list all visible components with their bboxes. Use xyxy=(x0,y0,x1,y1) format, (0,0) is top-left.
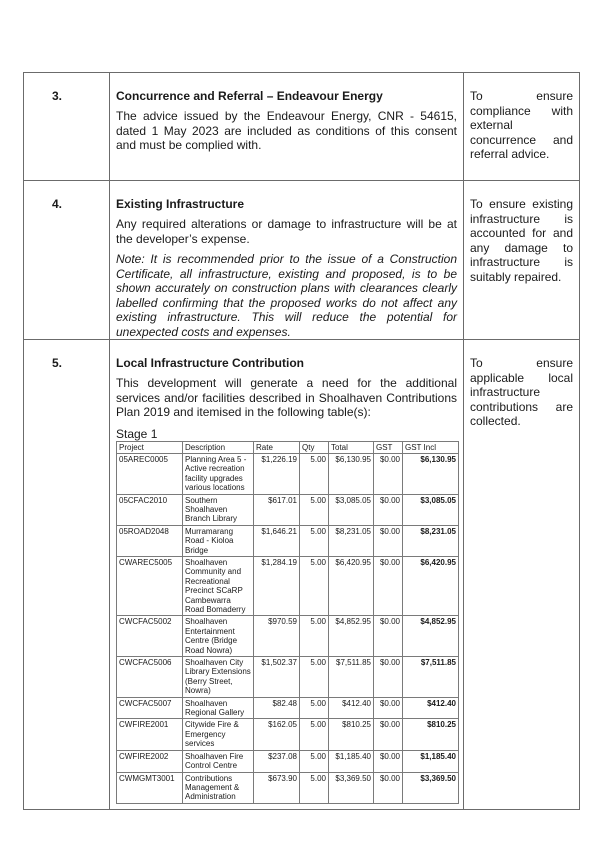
gst-incl-value: $4,852.95 xyxy=(403,616,459,657)
condition-reason: To ensure compliance with external concurrence and referral advice. xyxy=(470,89,573,161)
project-code: CWCFAC5006 xyxy=(117,657,183,698)
gst-incl-value: $8,231.05 xyxy=(403,525,459,556)
condition-reason-cell xyxy=(464,73,580,181)
project-code: CWCFAC5007 xyxy=(117,697,183,719)
total-value: $1,185.40 xyxy=(329,750,374,772)
rate-value: $237.08 xyxy=(254,750,300,772)
project-code: CWFIRE2002 xyxy=(117,750,183,772)
total-value: $6,420.95 xyxy=(329,556,374,615)
rate-value: $617.01 xyxy=(254,494,300,525)
gst-value: $0.00 xyxy=(374,719,403,750)
rate-value: $970.59 xyxy=(254,616,300,657)
table-row xyxy=(117,494,459,525)
project-code: 05ROAD2048 xyxy=(117,525,183,556)
header-rate: Rate xyxy=(254,441,300,453)
project-description: Shoalhaven Fire Control Centre xyxy=(183,750,254,772)
project-description: Murramarang Road - Kioloa Bridge xyxy=(183,525,254,556)
condition-paragraph: Any required alterations or damage to infrastructure will be at the developer’s expense. xyxy=(116,217,457,246)
contributions-table xyxy=(116,441,459,804)
project-description: Shoalhaven City Library Extensions (Berry Street, Nowra) xyxy=(183,657,254,698)
gst-value: $0.00 xyxy=(374,453,403,494)
table-row xyxy=(117,556,459,615)
qty-value: 5.00 xyxy=(300,494,329,525)
total-value: $3,369.50 xyxy=(329,772,374,803)
condition-number: 5. xyxy=(52,356,63,370)
condition-number-cell xyxy=(24,73,110,181)
table-row xyxy=(117,772,459,803)
condition-heading: Concurrence and Referral – Endeavour Energy xyxy=(116,89,383,103)
total-value: $8,231.05 xyxy=(329,525,374,556)
project-description: Southern Shoalhaven Branch Library xyxy=(183,494,254,525)
gst-value: $0.00 xyxy=(374,657,403,698)
condition-body-cell xyxy=(110,181,464,340)
condition-reason-cell xyxy=(464,181,580,340)
project-description: Shoalhaven Regional Gallery xyxy=(183,697,254,719)
header-project: Project xyxy=(117,441,183,453)
rate-value: $1,646.21 xyxy=(254,525,300,556)
stage-label: Stage 1 xyxy=(116,426,158,441)
condition-body-cell xyxy=(110,73,464,181)
gst-value: $0.00 xyxy=(374,494,403,525)
gst-incl-value: $3,085.05 xyxy=(403,494,459,525)
header-gst-incl: GST Incl xyxy=(403,441,459,453)
total-value: $6,130.95 xyxy=(329,453,374,494)
qty-value: 5.00 xyxy=(300,556,329,615)
gst-incl-value: $6,130.95 xyxy=(403,453,459,494)
condition-number: 3. xyxy=(52,89,63,103)
contributions-body xyxy=(117,453,459,803)
qty-value: 5.00 xyxy=(300,657,329,698)
project-description: Citywide Fire & Emergency services xyxy=(183,719,254,750)
qty-value: 5.00 xyxy=(300,616,329,657)
table-row xyxy=(117,697,459,719)
total-value: $810.25 xyxy=(329,719,374,750)
total-value: $412.40 xyxy=(329,697,374,719)
project-code: 05CFAC2010 xyxy=(117,494,183,525)
gst-value: $0.00 xyxy=(374,616,403,657)
total-value: $3,085.05 xyxy=(329,494,374,525)
gst-value: $0.00 xyxy=(374,697,403,719)
condition-note: Note: It is recommended prior to the issue of a Construction Certificate, all infrastructure, existing and proposed, is to be shown accurately on construction plans with clearances clearly labelled confirming that the proposed works do not affect any existing infrastructure. This will reduce the potential for unexpected costs and expenses. xyxy=(116,252,457,339)
gst-value: $0.00 xyxy=(374,556,403,615)
project-code: CWCFAC5002 xyxy=(117,616,183,657)
rate-value: $1,502.37 xyxy=(254,657,300,698)
condition-row xyxy=(24,181,580,340)
project-description: Planning Area 5 - Active recreation facility upgrades various locations xyxy=(183,453,254,494)
total-value: $7,511.85 xyxy=(329,657,374,698)
project-code: 05AREC0005 xyxy=(117,453,183,494)
gst-value: $0.00 xyxy=(374,772,403,803)
qty-value: 5.00 xyxy=(300,772,329,803)
condition-row xyxy=(24,73,580,181)
gst-incl-value: $810.25 xyxy=(403,719,459,750)
table-row xyxy=(117,525,459,556)
table-row xyxy=(117,657,459,698)
gst-incl-value: $3,369.50 xyxy=(403,772,459,803)
conditions-table xyxy=(23,72,580,810)
header-description: Description xyxy=(183,441,254,453)
contributions-header-row xyxy=(117,441,459,453)
rate-value: $1,284.19 xyxy=(254,556,300,615)
table-row xyxy=(117,750,459,772)
table-row xyxy=(117,616,459,657)
project-description: Shoalhaven Entertainment Centre (Bridge Road Nowra) xyxy=(183,616,254,657)
gst-incl-value: $7,511.85 xyxy=(403,657,459,698)
condition-reason: To ensure existing infrastructure is accounted for and any damage to infrastructure is suitably repaired. xyxy=(470,197,573,284)
header-gst: GST xyxy=(374,441,403,453)
qty-value: 5.00 xyxy=(300,697,329,719)
condition-number-cell xyxy=(24,340,110,810)
project-code: CWAREC5005 xyxy=(117,556,183,615)
total-value: $4,852.95 xyxy=(329,616,374,657)
condition-number-cell xyxy=(24,181,110,340)
gst-incl-value: $412.40 xyxy=(403,697,459,719)
qty-value: 5.00 xyxy=(300,719,329,750)
condition-row xyxy=(24,340,580,810)
qty-value: 5.00 xyxy=(300,525,329,556)
condition-reason: To ensure applicable local infrastructure contributions are collected. xyxy=(470,356,573,428)
condition-heading: Local Infrastructure Contribution xyxy=(116,356,305,370)
rate-value: $673.90 xyxy=(254,772,300,803)
header-qty: Qty xyxy=(300,441,329,453)
condition-reason-cell xyxy=(464,340,580,810)
gst-incl-value: $1,185.40 xyxy=(403,750,459,772)
project-code: CWMGMT3001 xyxy=(117,772,183,803)
gst-value: $0.00 xyxy=(374,525,403,556)
condition-paragraph: This development will generate a need for the additional services and/or facilities described in Shoalhaven Contributions Plan 2019 and itemised in the following table(s): xyxy=(116,376,457,419)
rate-value: $162.05 xyxy=(254,719,300,750)
project-code: CWFIRE2001 xyxy=(117,719,183,750)
rate-value: $1,226.19 xyxy=(254,453,300,494)
table-row xyxy=(117,453,459,494)
gst-value: $0.00 xyxy=(374,750,403,772)
condition-heading: Existing Infrastructure xyxy=(116,197,245,211)
rate-value: $82.48 xyxy=(254,697,300,719)
gst-incl-value: $6,420.95 xyxy=(403,556,459,615)
project-description: Shoalhaven Community and Recreational Precinct SCaRP Cambewarra Road Bomaderry xyxy=(183,556,254,615)
header-total: Total xyxy=(329,441,374,453)
table-row xyxy=(117,719,459,750)
condition-body-cell xyxy=(110,340,464,810)
project-description: Contributions Management & Administration xyxy=(183,772,254,803)
condition-paragraph: The advice issued by the Endeavour Energy, CNR - 54615, dated 1 May 2023 are included as conditions of this consent and must be complied with. xyxy=(116,109,457,152)
qty-value: 5.00 xyxy=(300,453,329,494)
qty-value: 5.00 xyxy=(300,750,329,772)
condition-number: 4. xyxy=(52,197,63,211)
